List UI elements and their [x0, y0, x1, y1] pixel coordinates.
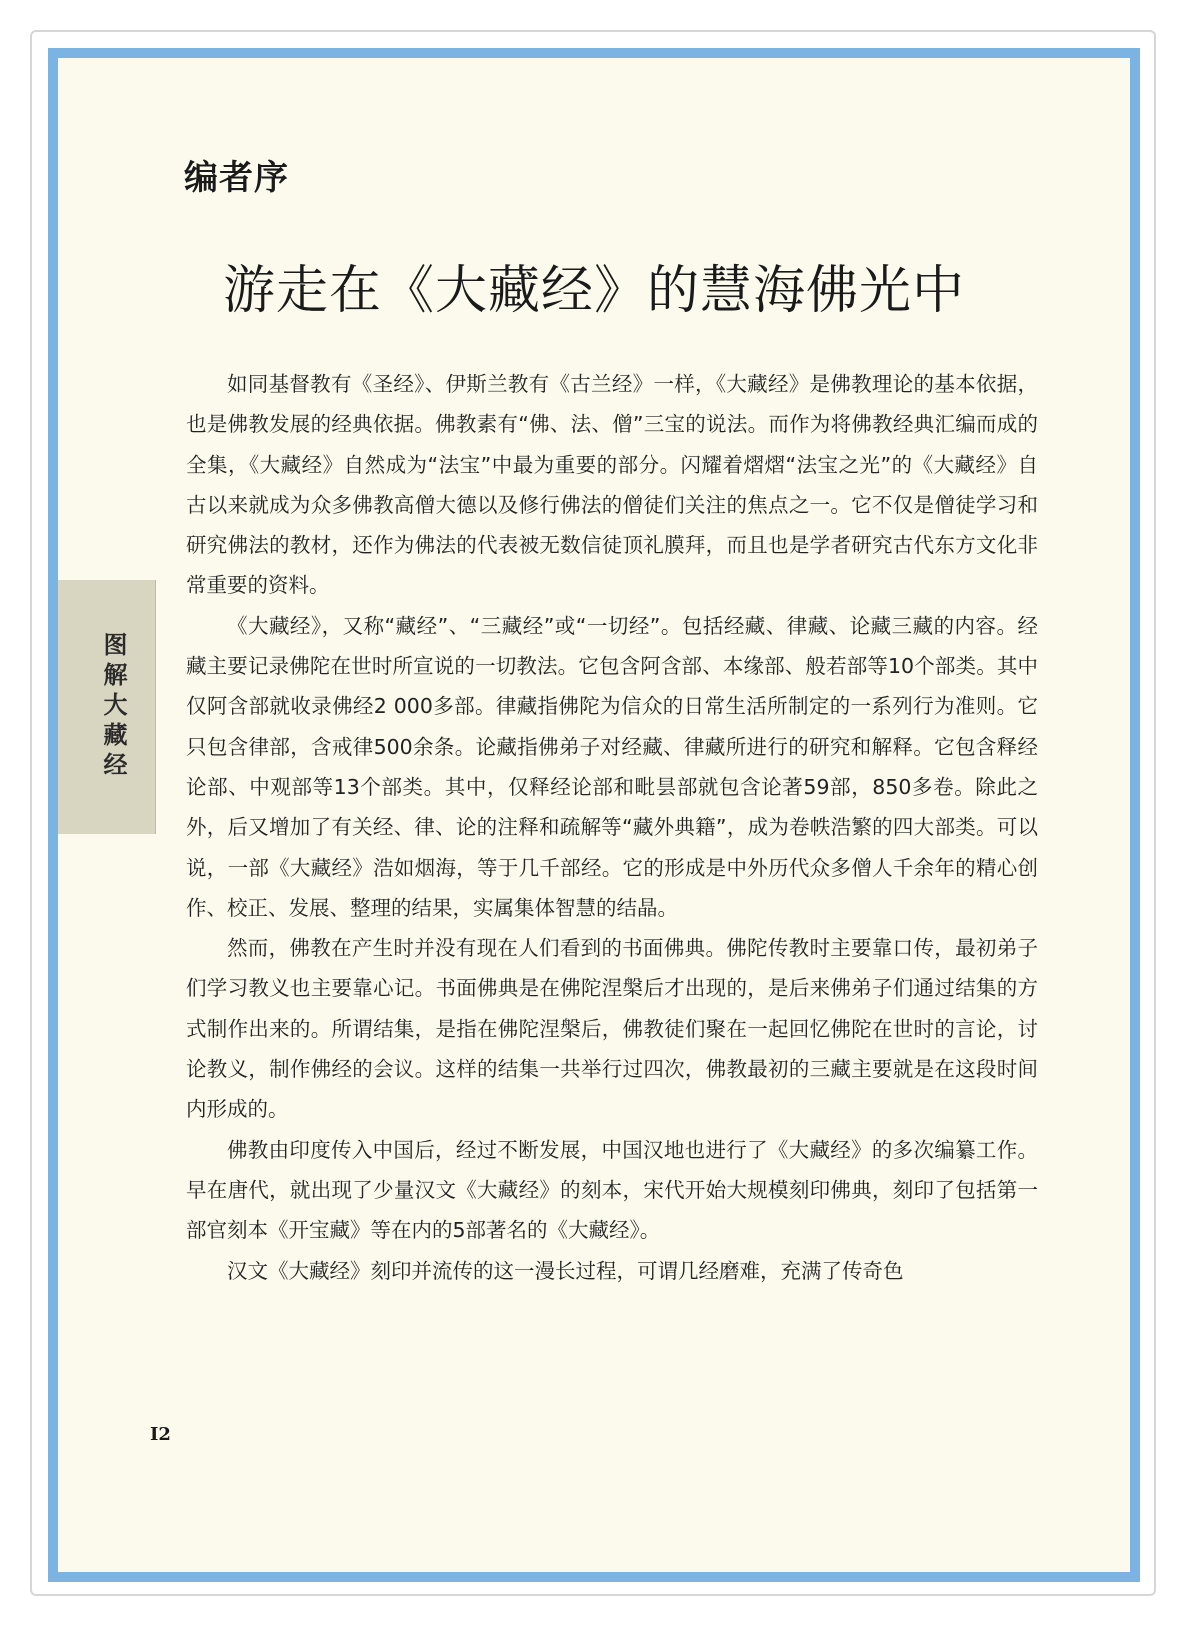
book-page — [58, 58, 1130, 1572]
section-label: 编者序 — [184, 158, 289, 198]
side-tab — [58, 580, 156, 834]
paragraph-5: 汉文《大藏经》刻印并流传的这一漫长过程，可谓几经磨难，充满了传奇色 — [227, 1258, 904, 1283]
side-tab-label: 图解大藏经 — [99, 632, 127, 782]
paragraph-1: 如同基督教有《圣经》、伊斯兰教有《古兰经》一样，《大藏经》是佛教理论的基本依据，也是佛教发展的经典依据。佛教素有“佛、法、僧”三宝的说法。而作为将佛教经典汇编而成的全集，《大藏经》自然成为“法宝”中最为重要的部分。闪耀着熠熠“法宝之光”的《大藏经》自古以来就成为众多佛教高僧大德以及修行佛法的僧徒们关注的焦点之一。它不仅是僧徒学习和研究佛法的教材，还作为佛法的代表被无数信徒顶礼膜拜，而且也是学者研究古代东方文化非常重要的资料。 — [186, 372, 1038, 598]
paragraph-3: 然而，佛教在产生时并没有现在人们看到的书面佛典。佛陀传教时主要靠口传，最初弟子们学习教义也主要靠心记。书面佛典是在佛陀涅槃后才出现的，是后来佛弟子们通过结集的方式制作出来的。所谓结集，是指在佛陀涅槃后，佛教徒们聚在一起回忆佛陀在世时的言论，讨论教义，制作佛经的会议。这样的结集一共举行过四次，佛教最初的三藏主要就是在这段时间内形成的。 — [186, 936, 1038, 1122]
body-text — [186, 364, 1038, 1291]
page-title: 游走在《大藏经》的慧海佛光中 — [222, 261, 965, 321]
page-number: I2 — [150, 1424, 171, 1445]
paragraph-2: 《大藏经》，又称“藏经”、“三藏经”或“一切经”。包括经藏、律藏、论藏三藏的内容。经藏主要记录佛陀在世时所宣说的一切教法。它包含阿含部、本缘部、般若部等10个部类。其中仅阿含部就收录佛经2 000多部。律藏指佛陀为信众的日常生活所制定的一系列行为准则。它只包含律部，含戒律500余条。论藏指佛弟子对经藏、律藏所进行的研究和解释。它包含释经论部、中观部等13个部类。其中，仅释经论部和毗昙部就包含论著59部，850多卷。除此之外，后又增加了有关经、律、论的注释和疏解等“藏外典籍”，成为卷帙浩繁的四大部类。可以说，一部《大藏经》浩如烟海，等于几千部经。它的形成是中外历代众多僧人千余年的精心创作、校正、发展、整理的结果，实属集体智慧的结晶。 — [186, 613, 1038, 920]
paragraph-4: 佛教由印度传入中国后，经过不断发展，中国汉地也进行了《大藏经》的多次编纂工作。早在唐代，就出现了少量汉文《大藏经》的刻本，宋代开始大规模刻印佛典，刻印了包括第一部官刻本《开宝藏》等在内的5部著名的《大藏经》。 — [186, 1137, 1038, 1243]
